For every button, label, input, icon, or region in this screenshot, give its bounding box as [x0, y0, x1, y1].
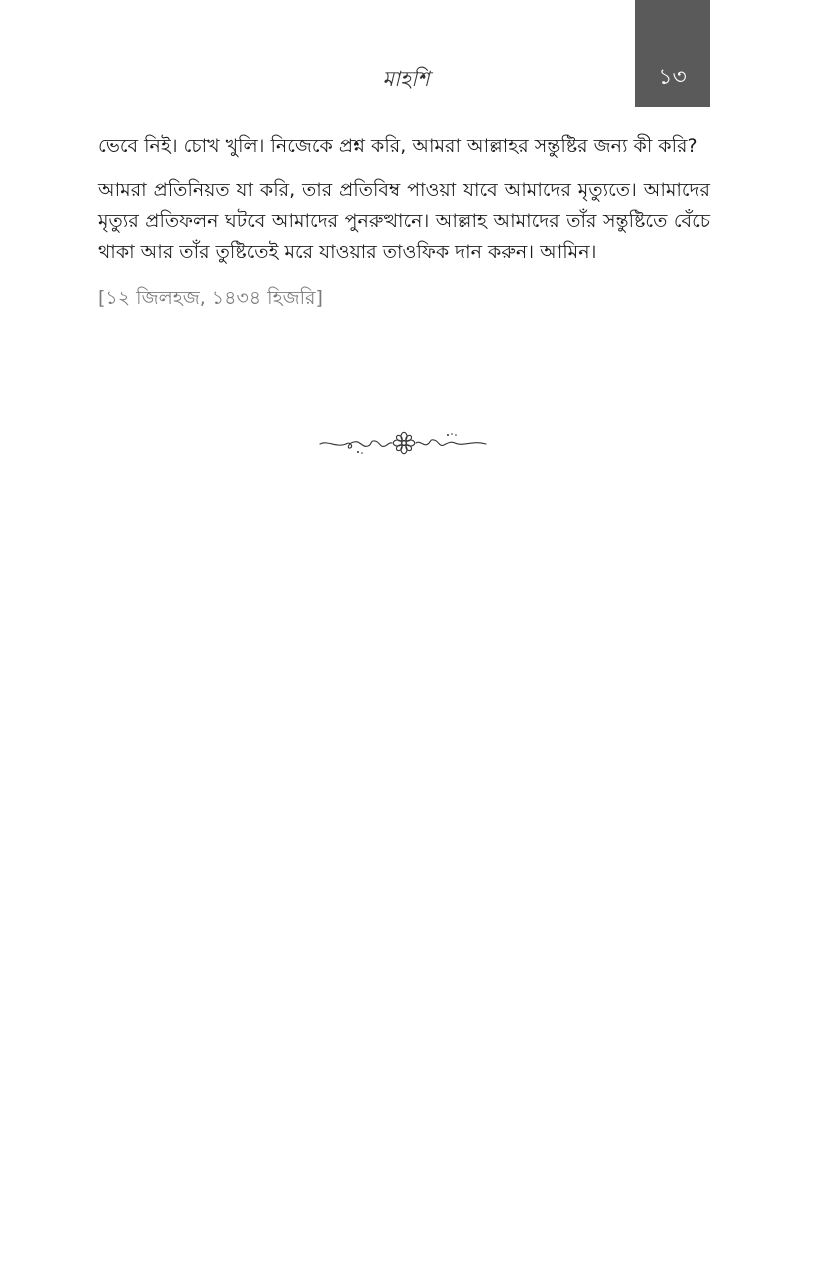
floral-divider-icon — [318, 428, 488, 458]
running-title: মাহশি — [382, 67, 430, 91]
page-number: ১৩ — [658, 65, 687, 90]
paragraph-2: আমরা প্রতিনিয়ত যা করি, তার প্রতিবিম্ব পাওয়া যাবে আমাদের মৃত্যুতে। আমাদের মৃত্যুর প্রতিফলন ঘটবে আমাদের পুনরুত্থানে। আল্লাহ আমাদের তাঁর সন্তুষ্টিতে বেঁচে থাকা আর তাঁর তুষ্টিতেই মরে যাওয়ার তাওফিক দান করুন। আমিন। — [98, 179, 710, 263]
page-number-tab — [635, 0, 710, 107]
date-note: [১২ জিলহজ, ১৪৩৪ হিজরি] — [98, 287, 323, 309]
paragraph-1: ভেবে নিই। চোখ খুলি। নিজেকে প্রশ্ন করি, আমরা আল্লাহর সন্তুষ্টির জন্য কী করি? — [98, 135, 698, 157]
